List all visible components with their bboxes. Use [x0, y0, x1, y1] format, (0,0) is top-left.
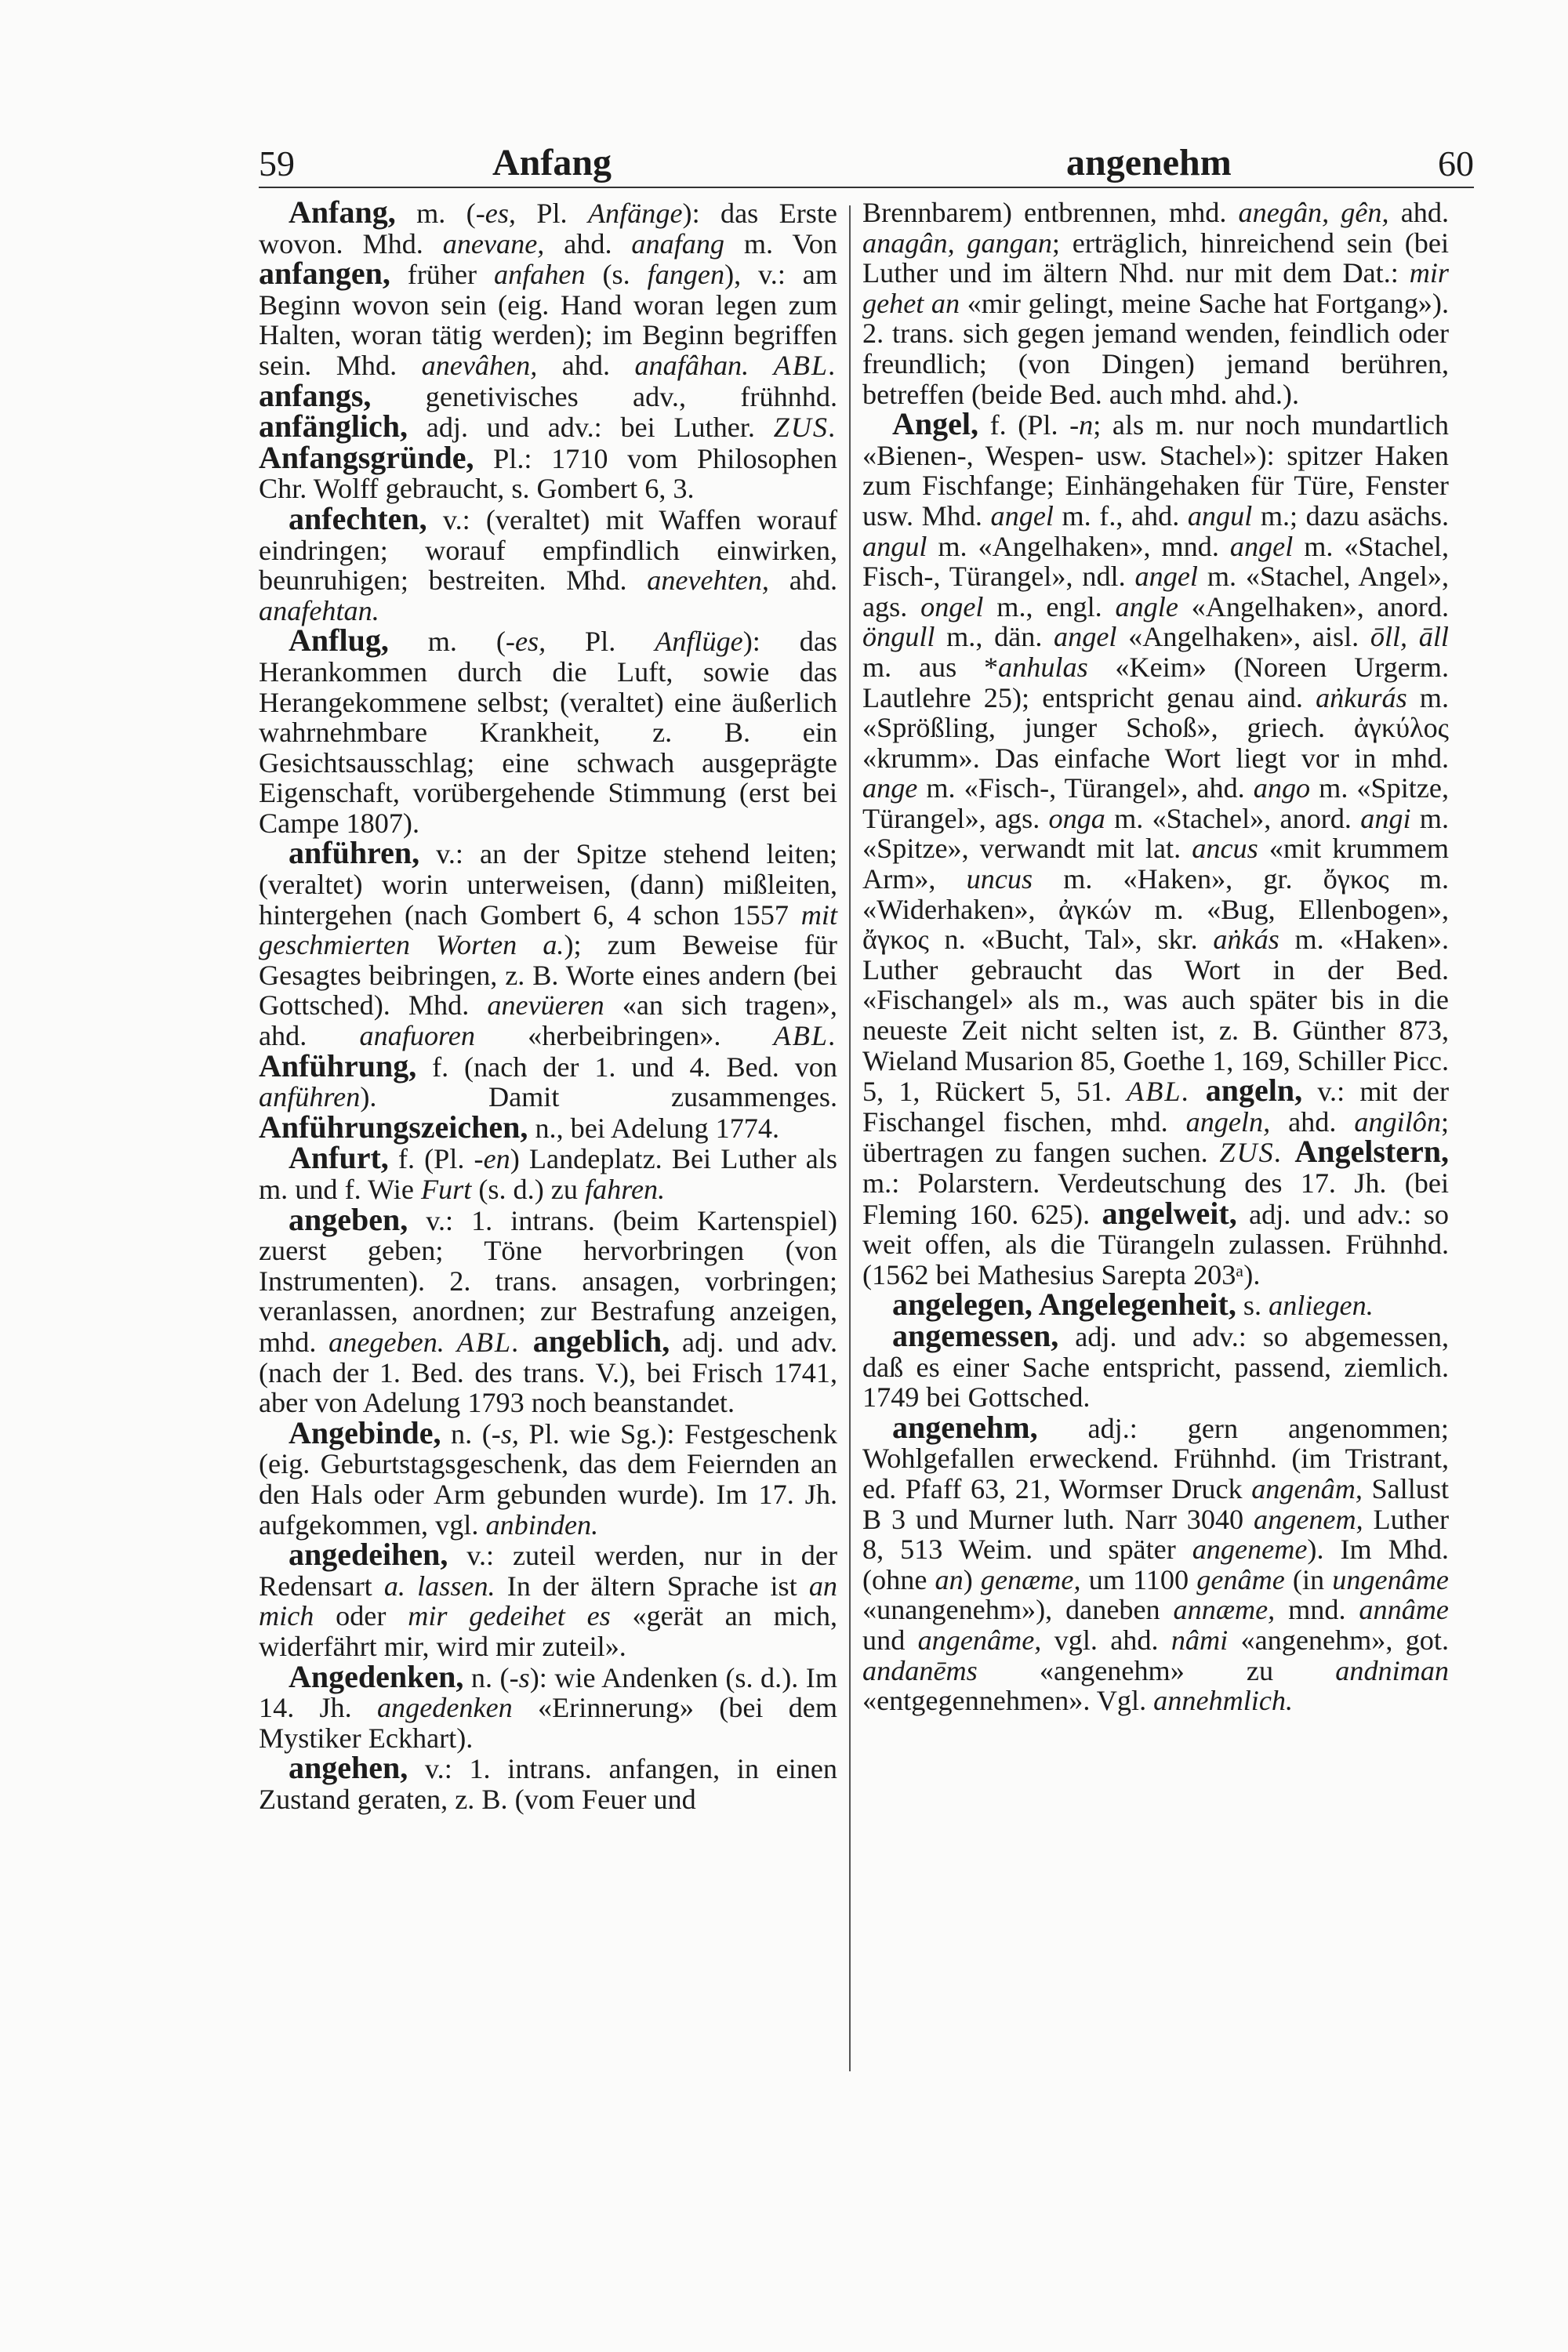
left-entry: anfechten, v.: (veraltet) mit Waffen worauf eindringen; worauf empfindlich einwirken, beunruhigen; bestreiten. Mhd. anevehten, ahd. anafehtan. [259, 500, 837, 626]
page-header [259, 133, 1474, 188]
left-entry: anführen, v.: an der Spitze stehend leiten; (veraltet) worin unterweisen, (dann) mißleiten, hintergehen (nach Gombert 6, 4 schon 1557 mit geschmierten Worten a.); zum Beweise für Gesagtes beibringen, z. B. Worte eines andern (bei Gottsched). Mhd. anevüeren «an sich tragen», ahd. anafuoren «herbeibringen». ABL. Anführung, f. (nach der 1. und 4. Bed. von anführen). Damit zusammenges. Anführungszeichen, n., bei Adelung 1774. [259, 835, 837, 1145]
running-head-right: angenehm [1066, 142, 1232, 183]
left-entry: angeben, v.: 1. intrans. (beim Kartenspiel) zuerst geben; Töne hervorbringen (von Instrumenten). 2. trans. ansagen, vorbringen; veranlassen, anordnen; zur Bestrafung anzeigen, mhd. anegeben. ABL. angeblich, adj. und adv. (nach der 1. Bed. des trans. V.), bei Frisch 1741, aber von Adelung 1793 noch beanstandet. [259, 1201, 838, 1419]
right-entry: Angel, f. (Pl. -n; als m. nur noch mundartlich «Bienen-, Wespen- usw. Stachel»): spitzer Haken zum Fischfange; Einhängehaken für Türe, Fenster usw. Mhd. angel m. f., ahd. angul m.; dazu asächs. angul m. «Angelhaken», mnd. angel m. «Stachel, Fisch-, Türangel», ndl. angel m. «Stachel, Angel», ags. ongel m., engl. angle «Angelhaken», anord. öngull m., dän. angel «Angelhaken», aisl. ōll, āll m. aus *anhulas «Keim» (Noreen Urgerm. Lautlehre 25); entspricht genau aind. aṅkurás m. «Sprößling, junger Schoß», griech. ἀγκύλος «krumm». Das einfache Wort liegt vor in mhd. ange m. «Fisch-, Türangel», ahd. ango m. «Spitze, Türangel», ags. onga m. «Stachel», anord. angi m. «Spitze», verwandt mit lat. ancus «mit krummem Arm», uncus m. «Haken», gr. ὄγκος m. «Widerhaken», ἀγκών m. «Bug, Ellenbogen», ἄγκος n. «Bucht, Tal», skr. aṅkás m. «Haken». Luther gebraucht das Wort in der Bed. «Fischangel» als m., was auch später bis in die neueste Zeit nicht selten ist, z. B. Günther 873, Wieland Musarion 85, Goethe 1, 169, Schiller Picc. 5, 1, Rückert 5, 51. ABL. angeln, v.: mit der Fischangel fischen, mhd. angeln, ahd. angilôn; übertragen zu fangen suchen. ZUS. Angelstern, m.: Polarstern. Verdeutschung des 17. Jh. (bei Fleming 160. 625). angelweit, adj. und adv.: so weit offen, als die Türangeln zulassen. Frühnhd. (1562 bei Mathesius Sarepta 203ᵃ). [862, 406, 1450, 1290]
left-entry: angedeihen, v.: zuteil werden, nur in der Redensart a. lassen. In der ältern Sprache ist an mich oder mir gedeihet es «gerät an mich, widerfährt mir, wird mir zuteil». [259, 1537, 838, 1662]
right-entry: angemessen, adj. und adv.: so abgemessen, daß es einer Sache entspricht, passend, ziemlich. 1749 bei Gottsched. [862, 1317, 1449, 1414]
left-entry: Anfurt, f. (Pl. -en) Landeplatz. Bei Luther als m. und f. Wie Furt (s. d.) zu fahren. [259, 1140, 837, 1205]
left-entry: Anfang, m. (-es, Pl. Anfänge): das Erste wovon. Mhd. anevane, ahd. anafang m. Von anfangen, früher anfahen (s. fangen), v.: am Beginn wovon sein (eig. Hand woran legen zum Halten, woran tätig werden); im Beginn begriffen sein. Mhd. anevâhen, ahd. anafâhan. ABL. anfangs, genetivisches adv., frühnhd. anfänglich, adj. und adv.: bei Luther. ZUS. Anfangsgründe, Pl.: 1710 vom Philosophen Chr. Wolff gebraucht, s. Gombert 6, 3. [259, 194, 838, 505]
column-divider [849, 205, 851, 2071]
header-rule [259, 187, 1474, 188]
left-entry: Angebinde, n. (-s, Pl. wie Sg.): Festgeschenk (eig. Geburtstagsgeschenk, das dem Feiernden an den Hals oder Arm gebunden wurde). Im 17. Jh. aufgekommen, vgl. anbinden. [259, 1414, 837, 1541]
right-entry: Brennbarem) entbrennen, mhd. anegân, gên, ahd. anagân, gangan; erträglich, hinreichend sein (bei Luther und im ältern Nhd. nur mit dem Dat.: mir gehet an «mir gelingt, meine Sache hat Fortgang»). 2. trans. sich gegen jemand wenden, feindlich oder freundlich; (von Dingen) jemand berühren, betreffen (beide Bed. auch mhd. ahd.). [862, 197, 1450, 410]
running-head-left: Anfang [492, 142, 612, 183]
right-column [862, 198, 1449, 1716]
left-entry: Angedenken, n. (-s): wie Andenken (s. d.). Im 14. Jh. angedenken «Erinnerung» (bei dem Mystiker Eckhart). [259, 1658, 837, 1754]
page-number-right: 60 [1438, 143, 1474, 183]
page-number-left: 59 [259, 143, 295, 183]
right-entry: angenehm, adj.: gern angenommen; Wohlgefallen erweckend. Frühnhd. (im Tristrant, ed. Pfaff 63, 21, Wormser Druck angenâm, Sallust B 3 und Murner luth. Narr 3040 angenem, Luther 8, 513 Weim. und später angeneme). Im Mhd. (ohne an) genæme, um 1100 genâme (in ungenâme «unangenehm»), daneben annæme, mnd. annâme und angenâme, vgl. ahd. nâmi «angenehm», got. andanēms «angenehm» zu andniman «entgegennehmen». Vgl. annehmlich. [862, 1409, 1449, 1717]
left-entry: Anflug, m. (-es, Pl. Anflüge): das Herankommen durch die Luft, sowie das Herangekommene selbst; (veraltet) eine äußerlich wahrnehmbare Krankheit, z. B. ein Gesichtsausschlag; eine schwach ausgeprägte Eigenschaft, vorübergehende Stimmung (erst bei Campe 1807). [259, 622, 838, 839]
left-column [259, 194, 838, 1815]
right-entry: angelegen, Angelegenheit, s. anliegen. [892, 1287, 1374, 1323]
left-entry: angehen, v.: 1. intrans. anfangen, in einen Zustand geraten, z. B. (vom Feuer und [259, 1750, 837, 1815]
